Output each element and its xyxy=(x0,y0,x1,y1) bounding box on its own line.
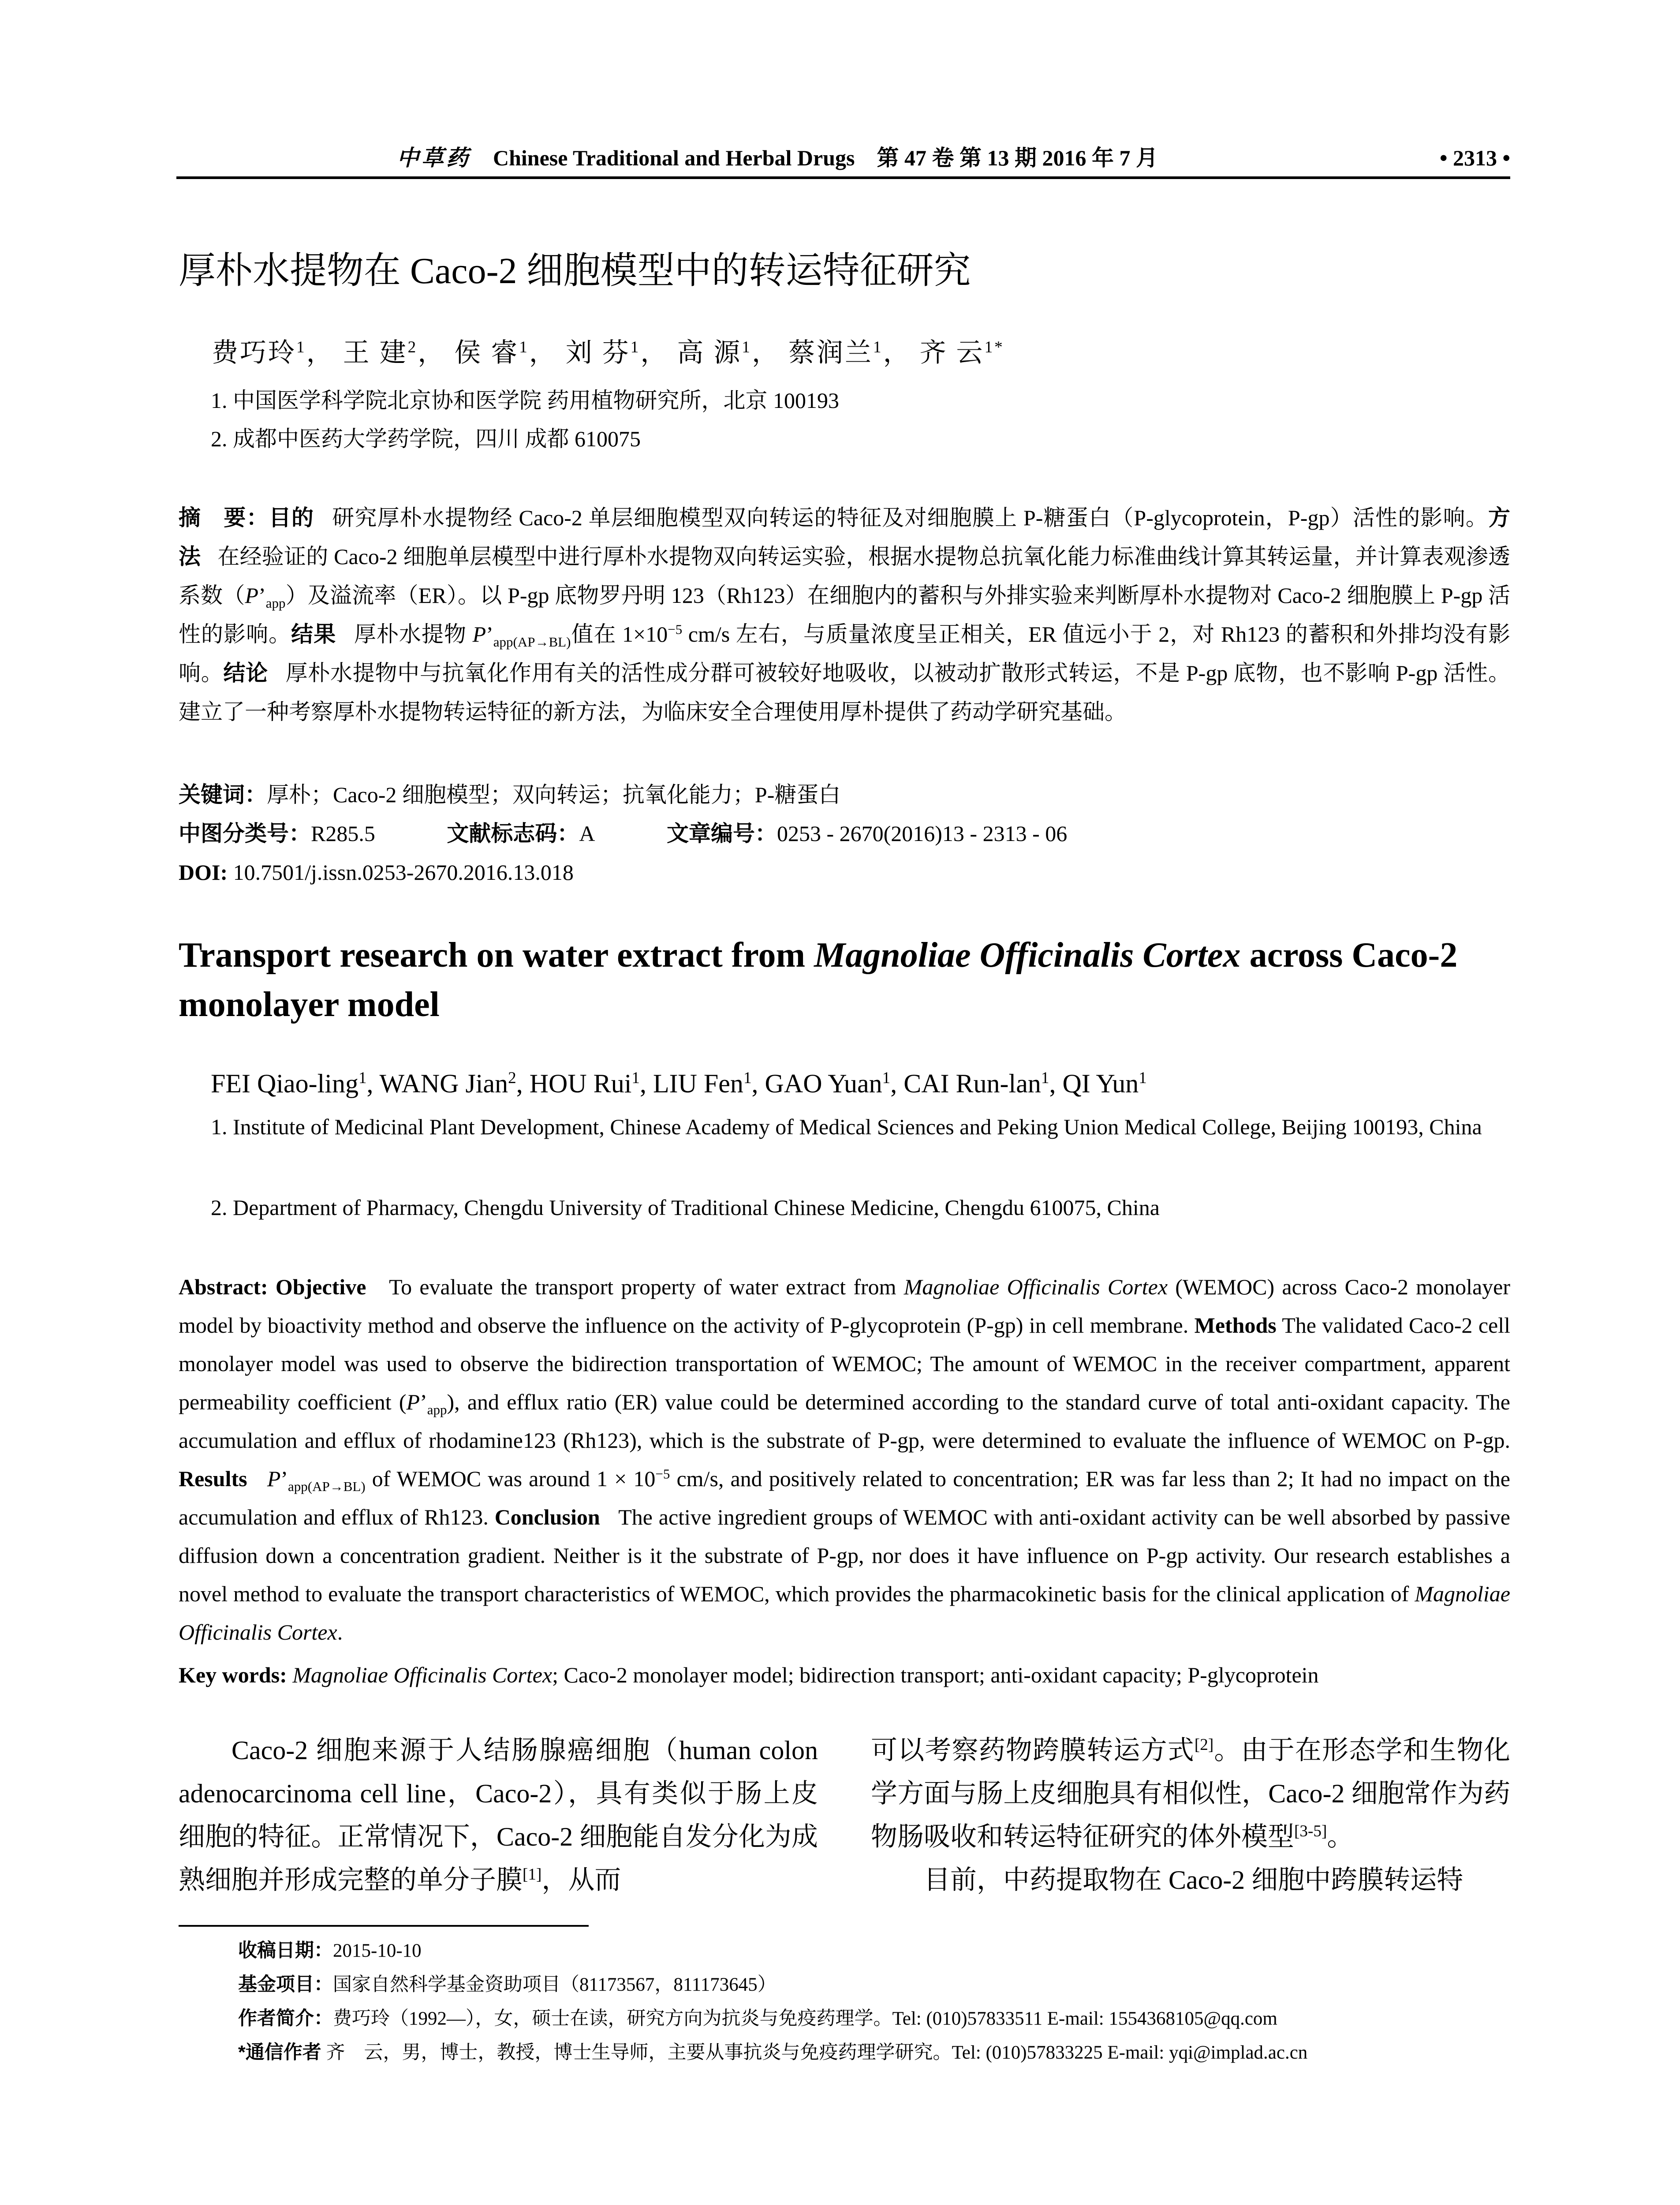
en-keywords-italic: Magnoliae Officinalis Cortex xyxy=(287,1663,553,1687)
citation[interactable]: [2] xyxy=(1194,1736,1214,1754)
footnotes xyxy=(238,1934,1517,2070)
citation[interactable]: [3-5] xyxy=(1294,1822,1327,1840)
cn-objective-label: 目的 xyxy=(269,505,314,530)
papp-subscript: app xyxy=(265,595,286,611)
en-author-sep: , xyxy=(1049,1069,1063,1098)
cn-abstract xyxy=(179,498,1510,731)
papp-symbol: P xyxy=(245,583,259,608)
en-objective-text-2: (WEMOC) across Caco-2 monolayer model by bioactivity method and observe the influence on the activity of P-glycoprotein (P-gp) in cell membrane. xyxy=(179,1274,1510,1338)
en-authors xyxy=(211,1064,1147,1103)
en-author-sup: 2 xyxy=(508,1069,516,1087)
footnote-corresponding xyxy=(238,2036,1517,2070)
papp-prime: ’ xyxy=(280,1466,288,1491)
en-author-sep: , xyxy=(890,1069,904,1098)
en-keywords-text: ; Caco-2 monolayer model; bidirection transport; anti-oxidant capacity; P-glycoprotein xyxy=(552,1663,1319,1687)
cn-keywords xyxy=(179,777,840,812)
en-results-label: Results xyxy=(179,1466,247,1491)
citation[interactable]: [1] xyxy=(523,1865,542,1884)
en-author-sup: 1 xyxy=(882,1069,891,1087)
en-objective-italic: Magnoliae Officinalis Cortex xyxy=(903,1274,1168,1299)
cn-doc-value: A xyxy=(579,821,595,846)
cn-objective-text: 研究厚朴水提物经 Caco-2 单层细胞模型双向转运的特征及对细胞膜上 P-糖蛋白（P-glycoprotein，P-gp）活性的影响。 xyxy=(332,505,1489,530)
en-title-text: Transport research on water extract from xyxy=(179,936,814,975)
cn-author: 蔡润兰 xyxy=(788,338,873,367)
cn-classification xyxy=(179,816,1067,851)
cn-author-sep: ， xyxy=(529,338,557,367)
en-keywords-label: Key words: xyxy=(179,1663,287,1687)
cn-author-sup: 1 xyxy=(742,338,752,356)
papp-prime: ’ xyxy=(486,622,493,647)
en-keywords xyxy=(179,1656,1510,1694)
cn-results-text-3: cm/s 左右，与质量浓度呈正相关，ER 值远小于 2，对 Rh123 的蓄积和外排均没有影响。 xyxy=(179,622,1511,685)
papp-prime: ’ xyxy=(420,1390,427,1414)
en-author: HOU Rui xyxy=(529,1069,632,1098)
body-paragraph: 目前，中药提取物在 Caco-2 细胞中跨膜转运特 xyxy=(924,1865,1463,1895)
cn-article-label: 文章编号： xyxy=(666,821,777,846)
en-author-sup: 1 xyxy=(1041,1069,1049,1087)
journal-issue: 第 47 卷 第 13 期 2016 年 7 月 xyxy=(877,146,1158,170)
body-text: 可以考察药物跨膜转运方式 xyxy=(871,1736,1195,1765)
footnote-text: 国家自然科学基金资助项目（81173567，811173645） xyxy=(333,1974,777,1995)
body-column-left xyxy=(179,1729,818,1902)
papp-ap-bl-subscript: app(AP→BL) xyxy=(288,1479,366,1494)
papp-prime: ’ xyxy=(258,583,266,608)
cn-article-value: 0253 - 2670(2016)13 - 2313 - 06 xyxy=(777,821,1068,846)
en-methods-text: The validated Caco-2 cell monolayer model was used to observe the bidirection transportation of WEMOC; The amount of WEMOC in the receiver compartment, apparent permeability coefficient ( xyxy=(179,1313,1510,1414)
cn-results-text: 厚朴水提物 xyxy=(354,622,473,647)
cn-author: 刘 芬 xyxy=(565,338,631,367)
en-author-sup: 1 xyxy=(358,1069,367,1087)
cn-author-sup: 1 xyxy=(873,338,883,356)
footnote-label: 作者简介： xyxy=(238,2008,333,2029)
body-column-right xyxy=(871,1729,1510,1902)
cn-author-sup: 1* xyxy=(984,338,1004,356)
en-author: QI Yun xyxy=(1062,1069,1139,1098)
cn-affiliation-2: 2. 成都中医药大学药学院，四川 成都 610075 xyxy=(211,426,641,451)
papp-symbol: P xyxy=(472,622,486,647)
running-header xyxy=(176,140,1510,176)
cn-author-sup: 1 xyxy=(519,338,529,356)
en-affiliation-2: 2. Department of Pharmacy, Chengdu University of Traditional Chinese Medicine, Chengdu 610075, China xyxy=(211,1195,1160,1220)
cn-methods-text-2: ）及溢流率（ER）。以 P-gp 底物罗丹明 123（Rh123）在细胞内的蓄积与外排实验来判断厚朴水提物对 Caco-2 细胞膜上 P-gp 活性的影响。 xyxy=(179,583,1510,647)
cn-methods-text: 在经验证的 Caco-2 细胞单层模型中进行厚朴水提物双向转运实验，根据水提物总抗氧化能力标准曲线计算其转运量，并计算表观渗透系数（ xyxy=(179,544,1510,608)
cn-results-text-2: 值在 1×10 xyxy=(571,622,668,647)
doi-value[interactable]: 10.7501/j.issn.0253-2670.2016.13.018 xyxy=(228,860,574,885)
en-title xyxy=(179,931,1510,1029)
body-text: Caco-2 细胞来源于人结肠腺癌细胞（human colon adenocarcinoma cell line，Caco-2），具有类似于肠上皮细胞的特征。正常情况下，Caco-2 细胞能自发分化为成熟细胞并形成完整的单分子膜 xyxy=(179,1736,818,1895)
footnote-text: 齐 云，男，博士，教授，博士生导师，主要从事抗炎与免疫药理学研究。Tel: (010)57833225 E-mail: yqi@implad.ac.cn xyxy=(321,2042,1308,2063)
cn-keywords-label: 关键词： xyxy=(179,782,267,807)
body-paragraph xyxy=(179,1729,818,1902)
cn-author: 王 建 xyxy=(343,338,408,367)
en-author-sep: , xyxy=(366,1069,380,1098)
en-title-text-2: across Caco-2 monolayer model xyxy=(179,936,1458,1024)
papp-symbol: P xyxy=(406,1390,420,1414)
cn-author: 齐 云 xyxy=(919,338,985,367)
cn-author: 费巧玲 xyxy=(212,338,296,367)
en-results-text: of WEMOC was around 1 × 10 xyxy=(365,1466,656,1491)
en-conclusion-label: Conclusion xyxy=(494,1505,600,1529)
en-abstract-label: Abstract: Objective xyxy=(179,1274,366,1299)
footnote-text: 2015-10-10 xyxy=(333,1940,422,1961)
doi xyxy=(179,855,574,890)
cn-doc-label: 文献标志码： xyxy=(447,821,579,846)
en-abstract xyxy=(179,1268,1510,1652)
doi-label: DOI: xyxy=(179,860,228,885)
body-text: 。由于在形态学和生物化学方面与肠上皮细胞具有相似性，Caco-2 细胞常作为药物肠吸收和转运特征研究的体外模型 xyxy=(871,1736,1510,1851)
footnote-label: *通信作者 xyxy=(238,2042,321,2063)
cn-affiliation-1: 1. 中国医学科学院北京协和医学院 药用植物研究所，北京 100193 xyxy=(211,388,839,413)
cn-class-value: R285.5 xyxy=(311,821,375,846)
cn-author-sup: 1 xyxy=(296,338,306,356)
page-number: • 2313 • xyxy=(1439,146,1510,170)
en-title-italic: Magnoliae Officinalis Cortex xyxy=(814,936,1241,975)
papp-symbol: P xyxy=(267,1466,281,1491)
cn-author-sep: ， xyxy=(306,338,335,367)
body-paragraph xyxy=(871,1729,1510,1858)
en-author: WANG Jian xyxy=(379,1069,508,1098)
footnote-label: 基金项目： xyxy=(238,1974,333,1995)
cn-author: 高 源 xyxy=(677,338,742,367)
en-affiliation-1: 1. Institute of Medicinal Plant Development, Chinese Academy of Medical Sciences and Peking Union Medical College, Beijing 100193, China xyxy=(211,1114,1482,1139)
cn-results-label: 结果 xyxy=(291,622,336,647)
cn-conclusion-text: 厚朴水提物中与抗氧化作用有关的活性成分群可被较好地吸收，以被动扩散形式转运，不是 P-gp 底物，也不影响 P-gp 活性。建立了一种考察厚朴水提物转运特征的新方法，为临床安全合理使用厚朴提供了药动学研究基础。 xyxy=(179,661,1511,724)
cn-methods-label: 方法 xyxy=(179,505,1511,569)
en-author-sep: , xyxy=(516,1069,530,1098)
en-author-sep: , xyxy=(751,1069,765,1098)
en-author: CAI Run-lan xyxy=(903,1069,1041,1098)
cn-author-sup: 2 xyxy=(407,338,418,356)
cn-author-sep: ， xyxy=(751,338,780,367)
header-journal xyxy=(397,140,1158,176)
footnote-rule xyxy=(179,1925,589,1927)
cn-conclusion-label: 结论 xyxy=(223,661,268,685)
journal-name-cn: 中草药 xyxy=(397,146,471,170)
en-author: FEI Qiao-ling xyxy=(211,1069,358,1098)
cn-author-sep: ， xyxy=(640,338,669,367)
body-text: ，从而 xyxy=(541,1865,621,1895)
en-results-text-2: cm/s, and positively related to concentration; ER was far less than 2; It had no impact on the accumulation and efflux of Rh123. xyxy=(179,1466,1510,1529)
en-author: LIU Fen xyxy=(653,1069,743,1098)
cn-author: 侯 睿 xyxy=(454,338,519,367)
cn-author-sep: ， xyxy=(883,338,911,367)
footnote-fund xyxy=(238,1968,1517,2002)
en-conclusion-text: The active ingredient groups of WEMOC with anti-oxidant activity can be well absorbed by passive diffusion down a concentration gradient. Neither is it the substrate of P-gp, nor does it have influence on P-gp activity. Our research establishes a novel method to evaluate the transport characteristics of WEMOC, which provides the pharmacokinetic basis for the clinical application of xyxy=(179,1505,1511,1606)
en-author-sup: 1 xyxy=(631,1069,640,1087)
footnote-author xyxy=(238,2002,1517,2036)
cn-author-sup: 1 xyxy=(630,338,641,356)
en-methods-text-2: ), and efflux ratio (ER) value could be determined according to the standard curve of total anti-oxidant capacity. The accumulation and efflux of rhodamine123 (Rh123), which is the substrate of P-gp, were determined to evaluate the influence of WEMOC on P-gp. xyxy=(179,1390,1510,1453)
cn-title: 厚朴水提物在 Caco-2 细胞模型中的转运特征研究 xyxy=(179,250,971,292)
footnote-text: 费巧玲（1992—），女，硕士在读，研究方向为抗炎与免疫药理学。Tel: (010)57833511 E-mail: 1554368105@qq.com xyxy=(333,2008,1277,2029)
footnote-received xyxy=(238,1934,1517,1968)
papp-subscript: app xyxy=(427,1402,447,1417)
journal-name-en: Chinese Traditional and Herbal Drugs xyxy=(493,146,855,170)
papp-ap-bl-subscript: app(AP→BL) xyxy=(493,634,571,650)
exponent: −5 xyxy=(655,1466,670,1482)
cn-abstract-label: 摘 要： xyxy=(179,505,269,530)
en-author-sep: , xyxy=(639,1069,653,1098)
en-author-sup: 1 xyxy=(1139,1069,1147,1087)
en-author-sup: 1 xyxy=(743,1069,752,1087)
header-rule xyxy=(176,176,1510,179)
cn-author-sep: ， xyxy=(418,338,446,367)
en-objective-text: To evaluate the transport property of water extract from xyxy=(389,1274,904,1299)
cn-class-label: 中图分类号： xyxy=(179,821,311,846)
exponent: −5 xyxy=(668,621,683,637)
cn-authors xyxy=(212,333,1004,373)
en-methods-label: Methods xyxy=(1194,1313,1277,1338)
body-text: 。 xyxy=(1327,1822,1354,1851)
cn-keywords-text: 厚朴；Caco-2 细胞模型；双向转运；抗氧化能力；P-糖蛋白 xyxy=(267,782,841,807)
footnote-label: 收稿日期： xyxy=(238,1940,333,1961)
en-conclusion-italic: Magnoliae Officinalis Cortex xyxy=(179,1581,1510,1644)
en-author: GAO Yuan xyxy=(765,1069,882,1098)
en-conclusion-end: . xyxy=(337,1620,343,1644)
